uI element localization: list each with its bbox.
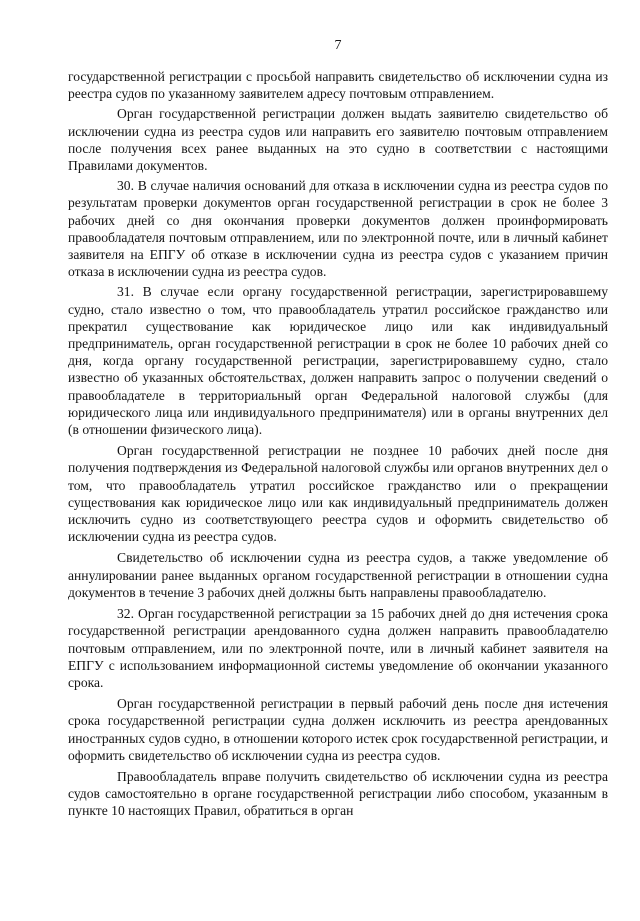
paragraph-clause-32: 32. Орган государственной регистрации за 15 рабочих дней до дня истечения срока государственной регистрации арендованного судна должен направить правообладателю почтовым отправлением, или по электронной почте, или в личный кабинет заявителя на ЕПГУ с использованием информационной системы уведомление об окончании указанного срока. — [68, 606, 608, 690]
paragraph-continued: государственной регистрации с просьбой направить свидетельство об исключении судна из реестра судов по указанному заявителем адресу почтовым отправлением. — [68, 69, 608, 102]
paragraph-clause-30: 30. В случае наличия оснований для отказа в исключении судна из реестра судов по результатам проверки документов орган государственной регистрации в срок не более 3 рабочих дней со дня окончания проверки документов должен проинформировать правообладателя почтовым отправлением, или по электронной почте, или в личный кабинет заявителя на ЕПГУ об отказе в исключении судна из реестра судов с указанием причин отказа в исключении судна из реестра судов. — [68, 178, 608, 280]
paragraph: Орган государственной регистрации должен выдать заявителю свидетельство об исключении судна из реестра судов или направить его заявителю почтовым отправлением после получения всех ранее выданных на это судно в соответствии с настоящими Правилами документов. — [68, 106, 608, 174]
paragraph: Орган государственной регистрации не позднее 10 рабочих дней после дня получения подтверждения из Федеральной налоговой службы или органов внутренних дел о том, что правообладатель утратил российское гражданство или о прекращении существования как юридическое лицо или как индивидуальный предприниматель должен исключить судно из соответствующего реестра судов и оформить свидетельство об исключении судна из реестра судов. — [68, 443, 608, 545]
paragraph: Орган государственной регистрации в первый рабочий день после дня истечения срока государственной регистрации судна должен исключить из реестра арендованных иностранных судов судно, в отношении которого истек срок государственной регистрации, и оформить свидетельство об исключении судна из реестра судов. — [68, 696, 608, 763]
page-number: 7 — [334, 38, 342, 53]
paragraph: Правообладатель вправе получить свидетельство об исключении судна из реестра судов самостоятельно в органе государственной регистрации либо способом, указанным в пункте 10 настоящих Правил, обратиться в орган — [68, 768, 608, 819]
paragraph: Свидетельство об исключении судна из реестра судов, а также уведомление об аннулировании ранее выданных органом государственной регистрации в отношении судна документов в течение 3 рабочих дней должны быть направлены правообладателю. — [68, 550, 608, 600]
paragraph-clause-31: 31. В случае если органу государственной регистрации, зарегистрировавшему судно, стало известно о том, что правообладатель утратил российское гражданство или прекратил существование как юридическое лицо или как индивидуальный предприниматель, орган государственной регистрации в срок не более 10 рабочих дней со дня, когда органу государственной регистрации, зарегистрировавшему судно, стало известно об указанных обстоятельствах, должен направить запрос о получении сведений о правообладателе в территориальный орган Федеральной налоговой службы (для юридического лица или индивидуального предпринимателя) или в органы внутренних дел (в отношении физического лица). — [68, 284, 608, 438]
